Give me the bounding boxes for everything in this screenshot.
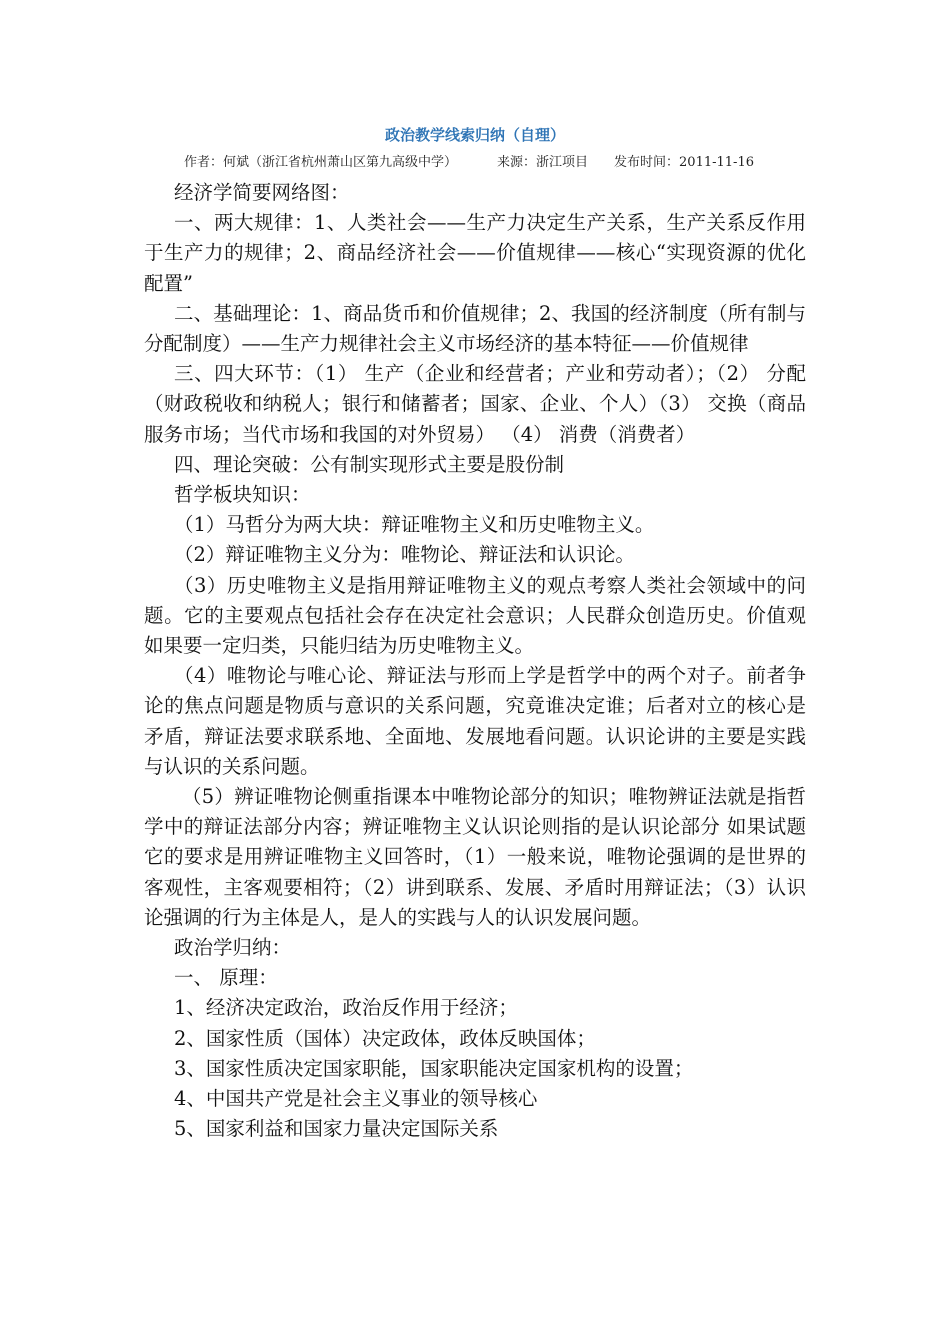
list-item-principle-2: 2、国家性质（国体）决定政体，政体反映国体；	[174, 1026, 596, 1050]
paragraph-philosophy-4: （4）唯物论与唯心论、辩证法与形而上学是哲学中的两个对子。前者争论的焦点问题是物质与意识的关系问题，究竟谁决定谁；后者对立的核心是矛盾，辩证法要求联系地、全面地、发展地看问题。认识论讲的主要是实践与认识的关系问题。	[144, 664, 806, 778]
source-line: 来源：浙江项目	[497, 155, 589, 170]
list-item-principle-1: 1、经济决定政治，政治反作用于经济；	[174, 996, 518, 1020]
paragraph-philosophy-3: （3）历史唯物主义是指用辩证唯物主义的观点考察人类社会领域中的问题。它的主要观点包括社会存在决定社会意识；人民群众创造历史。价值观如果要一定归类，只能归结为历史唯物主义。	[144, 573, 806, 658]
list-item-principle-3: 3、国家性质决定国家职能，国家职能决定国家机构的设置；	[174, 1056, 694, 1080]
document-body	[144, 178, 806, 1145]
paragraph-theory-breakthrough: 四、理论突破：公有制实现形式主要是股份制	[174, 452, 565, 476]
paragraph-two-laws: 一、两大规律：1、人类社会——生产力决定生产关系，生产关系反作用于生产力的规律；2、商品经济社会——价值规律——核心“实现资源的优化配置”	[144, 211, 806, 295]
paragraph-philosophy-2: （2）辩证唯物主义分为：唯物论、辩证法和认识论。	[174, 543, 635, 567]
paragraph-economics-heading: 经济学简要网络图：	[174, 181, 350, 204]
paragraph-philosophy-5: （5）辨证唯物论侧重指课本中唯物论部分的知识；唯物辨证法就是指哲学中的辩证法部分内容；辨证唯物主义认识论则指的是认识论部分 如果试题它的要求是用辨证唯物主义回答时，（1）一般来说，唯物论强调的是世界的客观性，主客观要相符；（2）讲到联系、发展、矛盾时用辩证法；（3）认识论强调的行为主体是人，是人的实践与人的认识发展问题。	[144, 785, 806, 929]
list-item-principle-4: 4、中国共产党是社会主义事业的领导核心	[174, 1087, 538, 1111]
paragraph-philosophy-heading: 哲学板块知识：	[174, 483, 311, 507]
list-item-principle-5: 5、国家利益和国家力量决定国际关系	[174, 1117, 499, 1141]
author-line: 作者：何斌（浙江省杭州萧山区第九高级中学）	[184, 155, 458, 170]
publish-date: 发布时间：2011-11-16	[614, 155, 754, 170]
paragraph-philosophy-1: （1）马哲分为两大块：辩证唯物主义和历史唯物主义。	[174, 513, 655, 537]
document-title: 政治教学线索归纳（自理）	[384, 126, 565, 144]
paragraph-basic-theory: 二、基础理论：1、商品货币和价值规律；2、我国的经济制度（所有制与分配制度）——生产力规律社会主义市场经济的基本特征——价值规律	[144, 301, 806, 356]
paragraph-politics-heading: 政治学归纳：	[174, 936, 292, 960]
paragraph-four-links: 三、四大环节：（1） 生产（企业和经营者；产业和劳动者）；（2） 分配（财政税收和纳税人；银行和储蓄者；国家、企业、个人）（3） 交换（商品服务市场；当代市场和我国的对外贸易） （4） 消费（消费者）	[144, 362, 806, 446]
paragraph-principles-heading: 一、 原理：	[174, 966, 278, 990]
document-meta	[184, 151, 754, 170]
